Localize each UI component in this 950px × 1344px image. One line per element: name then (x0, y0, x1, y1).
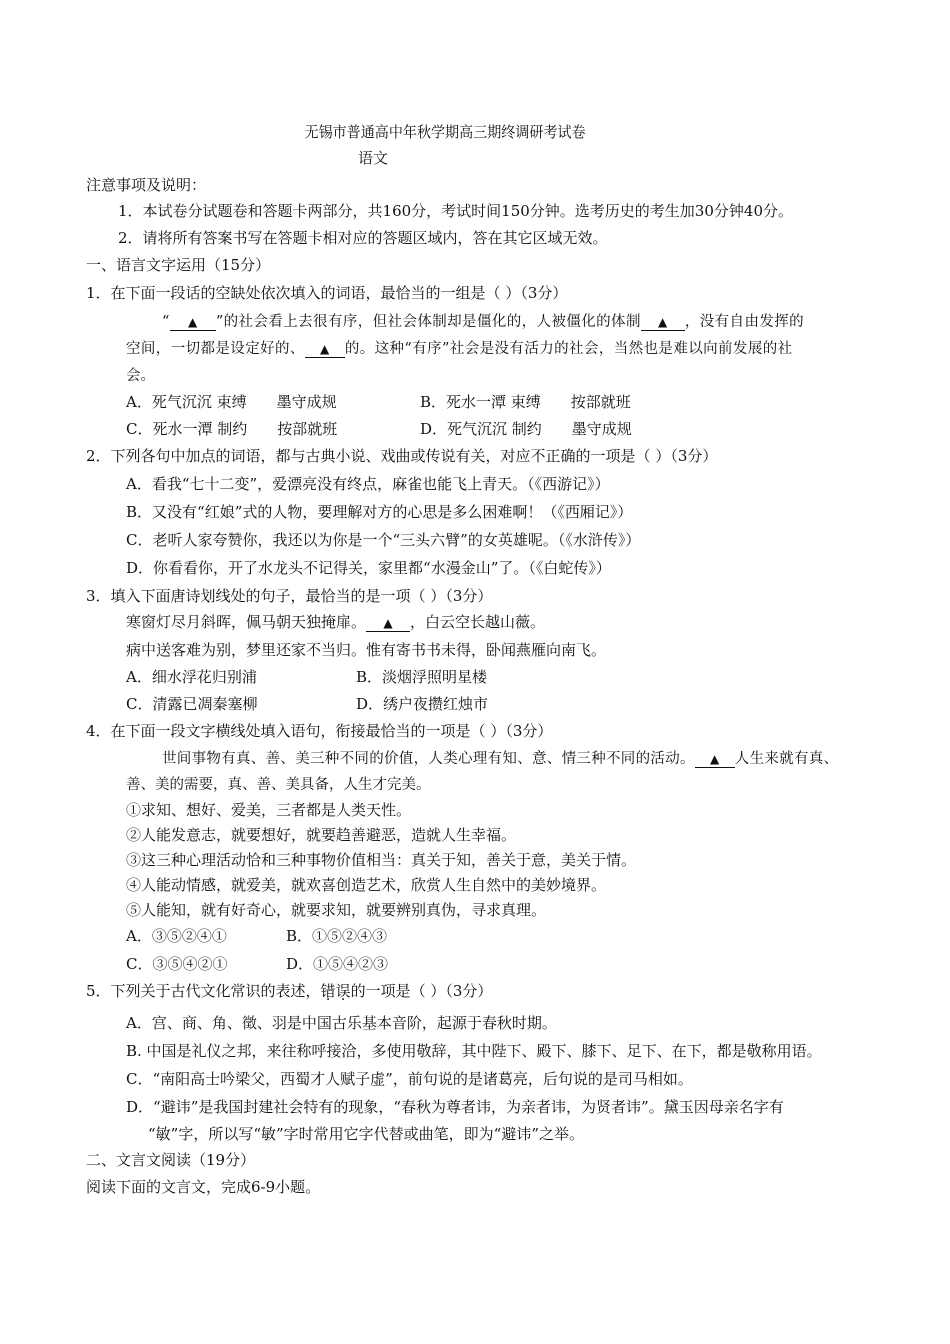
q5-text: 5．下列关于古代文化常识的表述， (86, 982, 321, 1000)
q4-sentence-5: ⑤人能知，就有好奇心，就要求知，就要辨别真伪，寻求真理。 (126, 901, 547, 919)
q2-option-c: C．老听人家夸赞你，我还以为你是一个“三头六臂”的女英雄呢。（《水浒传》） (126, 531, 641, 549)
q1-option-c: C．死水一潭 制约 按部就班 (126, 420, 338, 438)
q1-text: ”的社会看上去很有序，但社会体制却是僵化的，人被僵化的体制 (215, 314, 641, 330)
q1-passage-line-2 (126, 339, 793, 359)
q3-stem: 3．填入下面唐诗划线处的句子，最恰当的是一项（ ）（3分） (86, 587, 493, 605)
q3-option-c: C．清露已凋秦塞柳 (126, 695, 258, 713)
q4-passage-line-2: 善、美的需要，真、善、美具备，人生才完美。 (126, 777, 431, 793)
q5-text: 的一项是（ ）（3分） (350, 982, 493, 1000)
q1-stem: 1．在下面一段话的空缺处依次填入的词语，最恰当的一组是（ ）（3分） (86, 284, 568, 302)
q4-stem: 4．在下面一段文字横线处填入语句，衔接最恰当的一项是（ ）（3分） (86, 722, 553, 740)
q1-text: 空间，一切都是设定好的、 (126, 341, 305, 357)
section-2-intro: 阅读下面的文言文，完成6-9小题。 (86, 1178, 321, 1196)
blank-marker-icon: ▲ (319, 342, 330, 356)
exam-title: 无锡市普通高中年秋学期高三期终调研考试卷 (304, 123, 586, 141)
q4-option-d: D．①⑤④②③ (286, 955, 389, 973)
section-heading-1: 一、语言文字运用（15分） (86, 256, 271, 274)
q5-emphasized-char: 错 (320, 982, 336, 1000)
q5-option-b: B. 中国是礼仪之邦，来往称呼接洽，多使用敬辞，其中陛下、殿下、膝下、足下、在下，都是敬称用语。 (126, 1042, 822, 1060)
q4-sentence-2: ②人能发意志，就要想好，就要趋善避恶，造就人生幸福。 (126, 826, 517, 844)
q5-option-c: C．“南阳高士吟梁父，西蜀才人赋子虚”，前句说的是诸葛亮，后句说的是司马相如。 (126, 1070, 693, 1088)
q3-poem-line-1 (126, 612, 545, 632)
q1-passage-line-3: 会。 (126, 368, 155, 384)
q4-text: 世间事物有真、善、美三种不同的价值，人类心理有知、意、情三种不同的活动。 (162, 751, 695, 767)
q5-option-a: A．宫、商、角、徵、羽是中国古乐基本音阶，起源于春秋时期。 (126, 1014, 557, 1032)
q5-option-d-line-1: D．“避讳”是我国封建社会特有的现象，“春秋为尊者讳，为亲者讳，为贤者讳”。黛玉因母亲名字有 (126, 1098, 784, 1116)
q3-option-b: B．淡烟浮照明星楼 (356, 668, 488, 686)
q1-option-d: D．死气沉沉 制约 墨守成规 (420, 420, 632, 438)
q5-stem (86, 981, 492, 1001)
q4-blank (695, 751, 735, 768)
q4-sentence-4: ④人能动情感，就爱美，就欢喜创造艺术，欣赏人生自然中的美妙境界。 (126, 876, 607, 894)
q1-option-b: B．死水一潭 束缚 按部就班 (420, 393, 631, 411)
q3-text: ，白云空长越山薇。 (410, 613, 546, 631)
section-heading-2: 二、文言文阅读（19分） (86, 1151, 256, 1169)
blank-marker-icon: ▲ (383, 616, 393, 630)
q2-option-b: B．又没有“红娘”式的人物，要理解对方的心思是多么困难啊！（《西厢记》） (126, 503, 633, 521)
q4-passage-line-1 (162, 749, 838, 769)
q4-text: 人生来就有真、 (734, 751, 839, 767)
q1-option-a: A．死气沉沉 束缚 墨守成规 (126, 393, 337, 411)
blank-marker-icon: ▲ (658, 315, 668, 329)
q4-option-b: B．①⑤②④③ (286, 927, 388, 945)
blank-marker-icon: ▲ (188, 315, 198, 329)
q1-blank-1 (170, 314, 216, 331)
q3-option-a: A．细水浮花归别浦 (126, 668, 257, 686)
q1-passage-line-1 (162, 312, 804, 332)
notes-heading: 注意事项及说明： (86, 176, 207, 194)
q1-blank-3 (305, 341, 345, 358)
q3-option-d: D．绣户夜攒红烛市 (356, 695, 489, 713)
q3-blank (366, 614, 410, 632)
blank-marker-icon: ▲ (710, 752, 720, 766)
note-item-1: 1．本试卷分试题卷和答题卡两部分，共160分，考试时间150分钟。选考历史的考生加30分钟40分。 (118, 202, 793, 220)
q2-option-d: D．你看看你，开了水龙头不记得关，家里都“水漫金山”了。（《白蛇传》） (126, 559, 611, 577)
q3-poem-line-2: 病中送客难为别，梦里还家不当归。惟有寄书书未得，卧闻燕雁向南飞。 (126, 641, 607, 659)
q1-text: ，没有自由发挥的 (684, 314, 805, 330)
note-item-2: 2．请将所有答案书写在答题卡相对应的答题区域内，答在其它区域无效。 (118, 229, 608, 247)
q3-text: 寒窗灯尽月斜晖，佩马朝天独掩扉。 (126, 613, 367, 631)
q1-blank-2 (641, 314, 685, 331)
q4-sentence-1: ①求知、想好、爱美，三者都是人类天性。 (126, 801, 412, 819)
q4-option-c: C．③⑤④②① (126, 955, 228, 973)
q5-option-d-line-2: “敏”字，所以写“敏”字时常用它字代替或曲笔，即为“避讳”之举。 (148, 1125, 585, 1143)
subject-label: 语文 (358, 149, 389, 167)
q1-text: “ (162, 314, 170, 330)
q5-emphasized-char: 误 (335, 982, 351, 1000)
q1-text: 的。这种“有序”社会是没有活力的社会，当然也是难以向前发展的社 (344, 341, 793, 357)
q4-sentence-3: ③这三种心理活动恰和三种事物价值相当：真关于知，善关于意，美关于情。 (126, 851, 637, 869)
q2-option-a: A．看我“七十二变”，爱漂亮没有终点，麻雀也能飞上青天。（《西游记》） (126, 475, 610, 493)
q4-option-a: A．③⑤②④① (126, 927, 227, 945)
q2-stem: 2．下列各句中加点的词语，都与古典小说、戏曲或传说有关，对应不正确的一项是（ ）（3分） (86, 447, 718, 465)
